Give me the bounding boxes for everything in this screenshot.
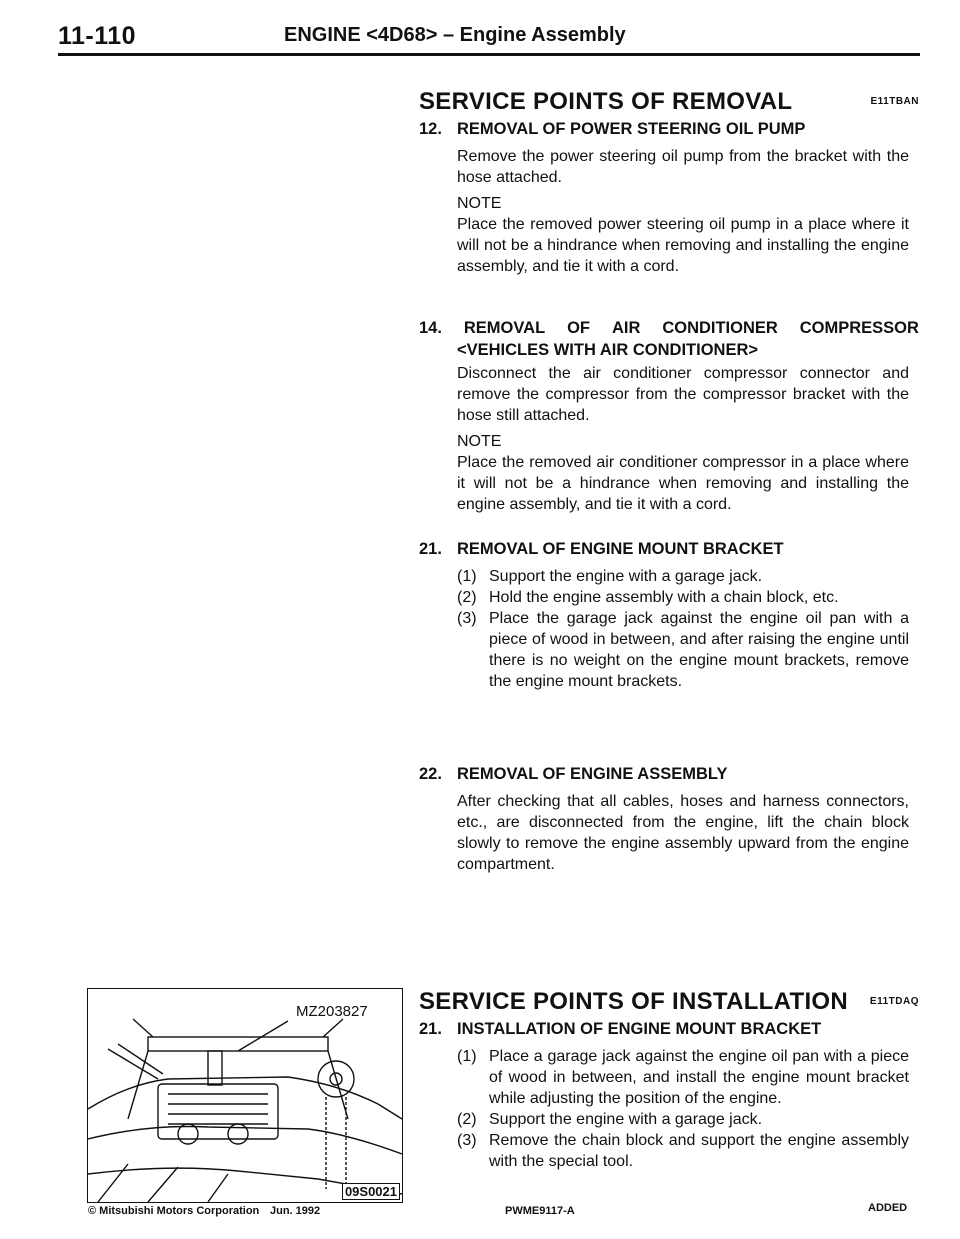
installation-section-title — [419, 988, 919, 1016]
step-number: (3) — [457, 1132, 477, 1149]
footer-copyright: © Mitsubishi Motors Corporation — [88, 1205, 260, 1217]
note-label: NOTE — [457, 433, 502, 450]
item-14-heading-line — [419, 317, 919, 339]
engine-hoist-illustration — [87, 988, 403, 1203]
item-heading-text: REMOVAL OF ENGINE ASSEMBLY — [457, 765, 728, 783]
item-21-heading — [419, 538, 919, 560]
footer-status: ADDED — [868, 1202, 908, 1214]
step-text: Place a garage jack against the engine oil pan with a piece of wood in between, and install the engine mount bracket while adjusting the position of the engine. — [489, 1048, 909, 1107]
step-text: Place the garage jack against the engine oil pan with a piece of wood in between, and after raising the engine until there is no weight on the engine mount brackets, remove the engine mount brackets. — [489, 610, 909, 690]
tool-label: MZ203827 — [296, 1003, 368, 1020]
step-number: (1) — [457, 568, 477, 585]
step-text: Hold the engine assembly with a chain block, etc. — [489, 589, 839, 606]
heading-word: CONDITIONER — [662, 319, 778, 337]
step-number: (1) — [457, 1048, 477, 1065]
step-number: (3) — [457, 610, 477, 627]
item-number: 22. — [419, 765, 442, 783]
item-14-heading — [419, 317, 919, 361]
heading-word: AIR — [611, 319, 641, 337]
step-text: Support the engine with a garage jack. — [489, 568, 763, 585]
item-number: 14. — [419, 319, 442, 337]
page-header — [58, 22, 918, 52]
heading-word: COMPRESSOR — [799, 319, 919, 337]
removal-section-title — [419, 88, 919, 116]
figure-code: 09S0021 — [342, 1183, 400, 1200]
step-text: Support the engine with a garage jack. — [489, 1111, 763, 1128]
item-heading-text: REMOVAL OF ENGINE MOUNT BRACKET — [457, 540, 784, 558]
item-12-body — [457, 146, 909, 188]
installation-title-text: SERVICE POINTS OF INSTALLATION — [419, 988, 849, 1015]
removal-section-code: E11TBAN — [870, 96, 919, 107]
step-number: (2) — [457, 589, 477, 606]
page-title: ENGINE <4D68> – Engine Assembly — [284, 24, 626, 46]
item-14-text: Disconnect the air conditioner compressor connector and remove the compressor from the compressor bracket with the hose still attached. — [457, 365, 909, 424]
list-item — [457, 587, 909, 608]
heading-word: OF — [567, 319, 591, 337]
list-item — [457, 1109, 909, 1130]
item-number: 21. — [419, 1020, 442, 1038]
removal-title-text: SERVICE POINTS OF REMOVAL — [419, 88, 793, 115]
install-item-21-steps — [457, 1046, 909, 1172]
item-22-body — [457, 791, 909, 875]
header-rule — [58, 53, 920, 56]
item-14-subheading: <VEHICLES WITH AIR CONDITIONER> — [457, 341, 758, 359]
footer-date: Jun. 1992 — [270, 1205, 321, 1217]
item-12-heading — [419, 118, 919, 140]
install-item-21-heading — [419, 1018, 919, 1040]
item-12-note — [457, 193, 909, 277]
heading-word: REMOVAL — [463, 319, 546, 337]
item-21-steps — [457, 566, 909, 692]
item-14-note — [457, 431, 909, 515]
item-22-text: After checking that all cables, hoses and harness connectors, etc., are disconnected from the engine, lift the chain block slowly to remove the engine assembly upward from the engine compartment. — [457, 793, 909, 873]
list-item — [457, 608, 909, 692]
item-heading-text: INSTALLATION OF ENGINE MOUNT BRACKET — [457, 1020, 822, 1038]
item-12-text: Remove the power steering oil pump from the bracket with the hose attached. — [457, 148, 909, 186]
item-heading-text: REMOVAL OF POWER STEERING OIL PUMP — [457, 120, 806, 138]
item-22-heading — [419, 763, 919, 785]
page-number: 11-110 — [58, 22, 137, 50]
step-number: (2) — [457, 1111, 477, 1128]
note-label: NOTE — [457, 195, 502, 212]
list-item — [457, 1130, 909, 1172]
item-number: 12. — [419, 120, 442, 138]
item-12-note-text: Place the removed power steering oil pump in a place where it will not be a hindrance when removing and installing the engine assembly, and tie it with a cord. — [457, 216, 909, 275]
list-item — [457, 1046, 909, 1109]
item-14-note-text: Place the removed air conditioner compressor in a place where it will not be a hindrance when removing and installing the engine assembly, and tie it with a cord. — [457, 454, 909, 513]
list-item — [457, 566, 909, 587]
footer-doc-code: PWME9117-A — [505, 1205, 575, 1217]
step-text: Remove the chain block and support the engine assembly with the special tool. — [489, 1132, 909, 1170]
installation-section-code: E11TDAQ — [869, 996, 919, 1007]
engine-illustration-drawing — [88, 989, 402, 1202]
item-14-body — [457, 363, 909, 426]
item-number: 21. — [419, 540, 442, 558]
